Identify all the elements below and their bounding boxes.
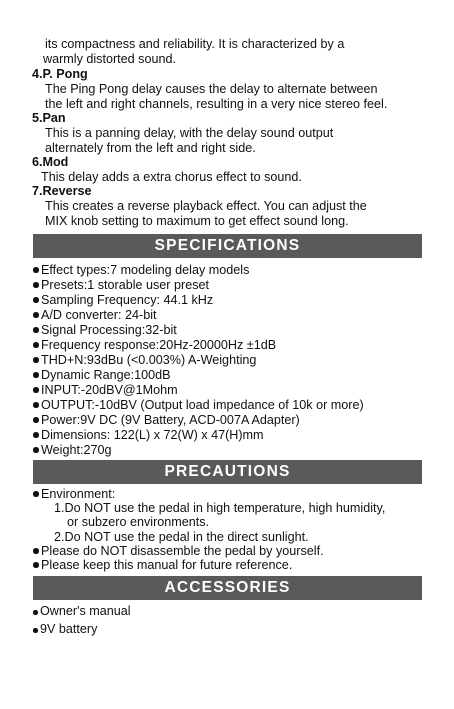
mode-heading: 6.Mod (32, 155, 69, 169)
spec-item: INPUT:-20dBV@1Mohm (41, 383, 178, 397)
bullet-icon (33, 372, 39, 378)
mode-heading: 7.Reverse (32, 184, 92, 198)
bullet-icon (33, 357, 39, 363)
mode-heading: 4.P. Pong (32, 67, 88, 81)
mode-description: This delay adds a extra chorus effect to sound. (41, 170, 302, 184)
spec-item: Dimensions: 122(L) x 72(W) x 47(H)mm (41, 428, 264, 442)
bullet-icon (33, 491, 39, 497)
bullet-icon (33, 297, 39, 303)
precaution-environment-item: 1.Do NOT use the pedal in high temperature, high humidity, (54, 501, 386, 515)
bullet-icon (33, 342, 39, 348)
bullet-icon (33, 417, 39, 423)
spec-item: Signal Processing:32-bit (41, 323, 177, 337)
bullet-icon (33, 282, 39, 288)
bullet-icon (33, 628, 38, 633)
spec-item: Presets:1 storable user preset (41, 278, 209, 292)
spec-item: Weight:270g (41, 443, 112, 457)
mode-heading: 5.Pan (32, 111, 66, 125)
bullet-icon (33, 327, 39, 333)
spec-item: Power:9V DC (9V Battery, ACD-007A Adapter) (41, 413, 300, 427)
bullet-icon (33, 267, 39, 273)
precaution-item: Please keep this manual for future reference. (41, 558, 293, 572)
intro-line: warmly distorted sound. (43, 52, 176, 66)
bullet-icon (33, 562, 39, 568)
accessory-item: Owner's manual (40, 604, 131, 618)
bullet-icon (33, 402, 39, 408)
spec-item: Dynamic Range:100dB (41, 368, 171, 382)
intro-line: its compactness and reliability. It is characterized by a (45, 37, 345, 51)
spec-item: Frequency response:20Hz-20000Hz ±1dB (41, 338, 277, 352)
spec-item: A/D converter: 24-bit (41, 308, 157, 322)
mode-description: alternately from the left and right side. (45, 141, 256, 155)
specifications-title: SPECIFICATIONS (33, 234, 422, 258)
mode-description: the left and right channels, resulting in a very nice stereo feel. (45, 97, 388, 111)
mode-description: The Ping Pong delay causes the delay to alternate between (45, 82, 378, 96)
spec-item: OUTPUT:-10dBV (Output load impedance of 10k or more) (41, 398, 364, 412)
mode-description: This is a panning delay, with the delay sound output (45, 126, 334, 140)
precaution-environment-label: Environment: (41, 487, 116, 501)
bullet-icon (33, 610, 38, 615)
bullet-icon (33, 447, 39, 453)
spec-item: Sampling Frequency: 44.1 kHz (41, 293, 214, 307)
precaution-item: Please do NOT disassemble the pedal by yourself. (41, 544, 324, 558)
precaution-environment-item: 2.Do NOT use the pedal in the direct sunlight. (54, 530, 309, 544)
accessory-item: 9V battery (40, 622, 98, 636)
spec-item: THD+N:93dBu (<0.003%) A-Weighting (41, 353, 257, 367)
bullet-icon (33, 387, 39, 393)
mode-description: This creates a reverse playback effect. You can adjust the (45, 199, 367, 213)
precautions-title: PRECAUTIONS (33, 460, 422, 484)
mode-description: MIX knob setting to maximum to get effect sound long. (45, 214, 349, 228)
accessories-title: ACCESSORIES (33, 576, 422, 600)
bullet-icon (33, 432, 39, 438)
precaution-environment-item: or subzero environments. (67, 515, 210, 529)
bullet-icon (33, 312, 39, 318)
bullet-icon (33, 548, 39, 554)
spec-item: Effect types:7 modeling delay models (41, 263, 250, 277)
